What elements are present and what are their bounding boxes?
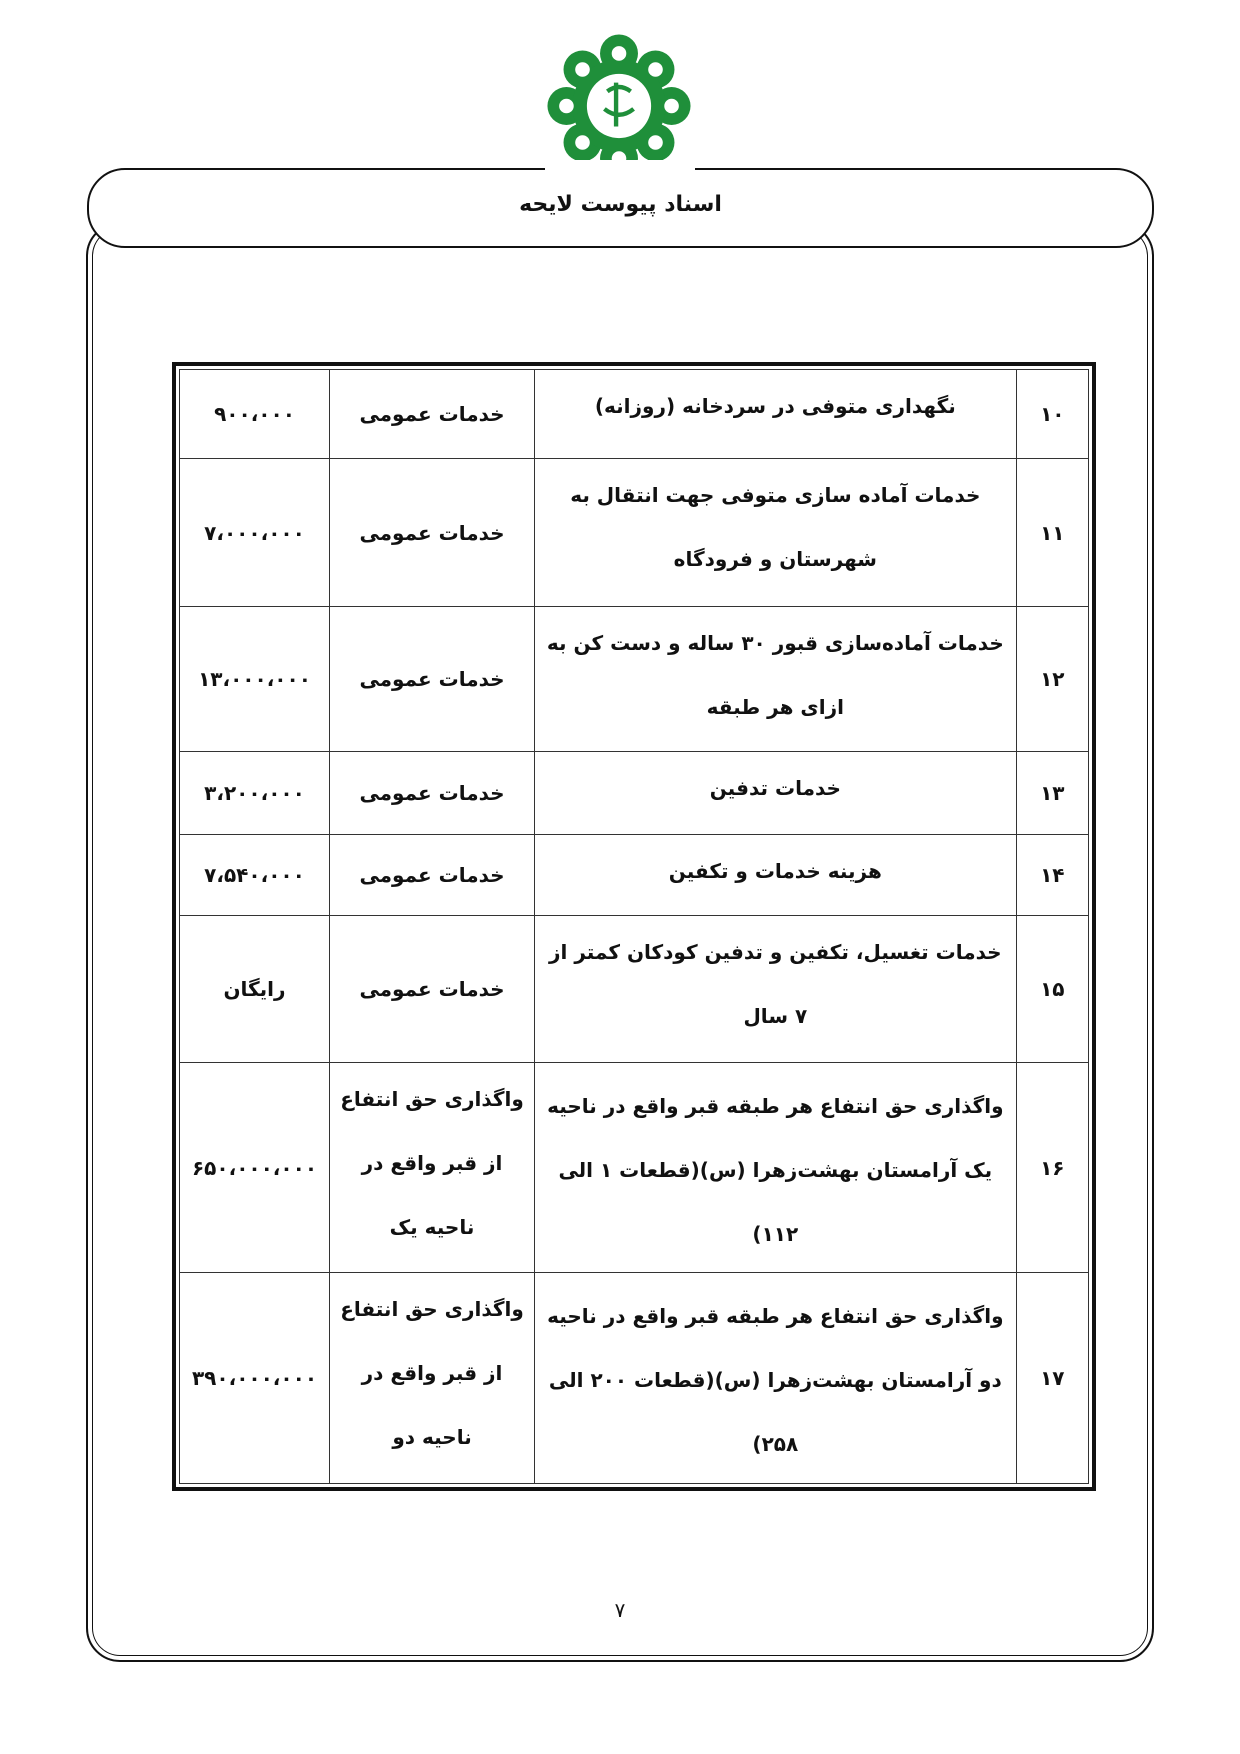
service-price: ۶۵۰،۰۰۰،۰۰۰	[180, 1063, 330, 1273]
service-price: ۹۰۰،۰۰۰	[180, 370, 330, 459]
service-description: خدمات تغسیل، تکفین و تدفین کودکان کمتر از ۷ سال	[535, 916, 1017, 1063]
service-category: واگذاری حق انتفاع از قبر واقع در ناحیه یک	[330, 1063, 535, 1273]
service-category: واگذاری حق انتفاع از قبر واقع در ناحیه دو	[330, 1273, 535, 1484]
service-price: رایگان	[180, 916, 330, 1063]
service-description: خدمات آماده‌سازی قبور ۳۰ ساله و دست کن به ازای هر طبقه	[535, 607, 1017, 752]
row-number: ۱۵	[1016, 916, 1088, 1063]
row-number: ۱۰	[1016, 370, 1088, 459]
service-price: ۷،۰۰۰،۰۰۰	[180, 459, 330, 607]
row-number: ۱۳	[1016, 752, 1088, 835]
service-description: هزینه خدمات و تکفین	[535, 835, 1017, 916]
row-number: ۱۱	[1016, 459, 1088, 607]
header-title: اسناد پیوست لایحه	[519, 192, 722, 217]
service-category: خدمات عمومی	[330, 607, 535, 752]
row-number: ۱۶	[1016, 1063, 1088, 1273]
table-row	[180, 835, 1089, 916]
table-row	[180, 916, 1089, 1063]
service-category: خدمات عمومی	[330, 916, 535, 1063]
service-category: خدمات عمومی	[330, 752, 535, 835]
service-category: خدمات عمومی	[330, 835, 535, 916]
service-description: خدمات تدفین	[535, 752, 1017, 835]
table-row	[180, 607, 1089, 752]
table-row	[180, 370, 1089, 459]
service-price: ۱۳،۰۰۰،۰۰۰	[180, 607, 330, 752]
header-banner	[87, 168, 1154, 248]
tehran-municipality-logo	[546, 33, 692, 179]
row-number: ۱۴	[1016, 835, 1088, 916]
service-category: خدمات عمومی	[330, 370, 535, 459]
service-description: واگذاری حق انتفاع هر طبقه قبر واقع در ناحیه دو آرامستان بهشت‌زهرا (س)(قطعات ۲۰۰ الی ۲۵۸)	[535, 1273, 1017, 1484]
service-price: ۳،۲۰۰،۰۰۰	[180, 752, 330, 835]
table-row	[180, 1273, 1089, 1484]
service-price: ۳۹۰،۰۰۰،۰۰۰	[180, 1273, 330, 1484]
row-number: ۱۲	[1016, 607, 1088, 752]
table-row	[180, 459, 1089, 607]
service-description: نگهداری متوفی در سردخانه (روزانه)	[535, 370, 1017, 459]
service-description: واگذاری حق انتفاع هر طبقه قبر واقع در ناحیه یک آرامستان بهشت‌زهرا (س)(قطعات ۱ الی ۱۱۲)	[535, 1063, 1017, 1273]
page-number: ۷	[614, 1598, 626, 1622]
service-description: خدمات آماده سازی متوفی جهت انتقال به شهرستان و فرودگاه	[535, 459, 1017, 607]
row-number: ۱۷	[1016, 1273, 1088, 1484]
service-category: خدمات عمومی	[330, 459, 535, 607]
fee-table	[172, 362, 1096, 1491]
header-gap	[545, 160, 695, 174]
table-row	[180, 752, 1089, 835]
service-price: ۷،۵۴۰،۰۰۰	[180, 835, 330, 916]
table-row	[180, 1063, 1089, 1273]
